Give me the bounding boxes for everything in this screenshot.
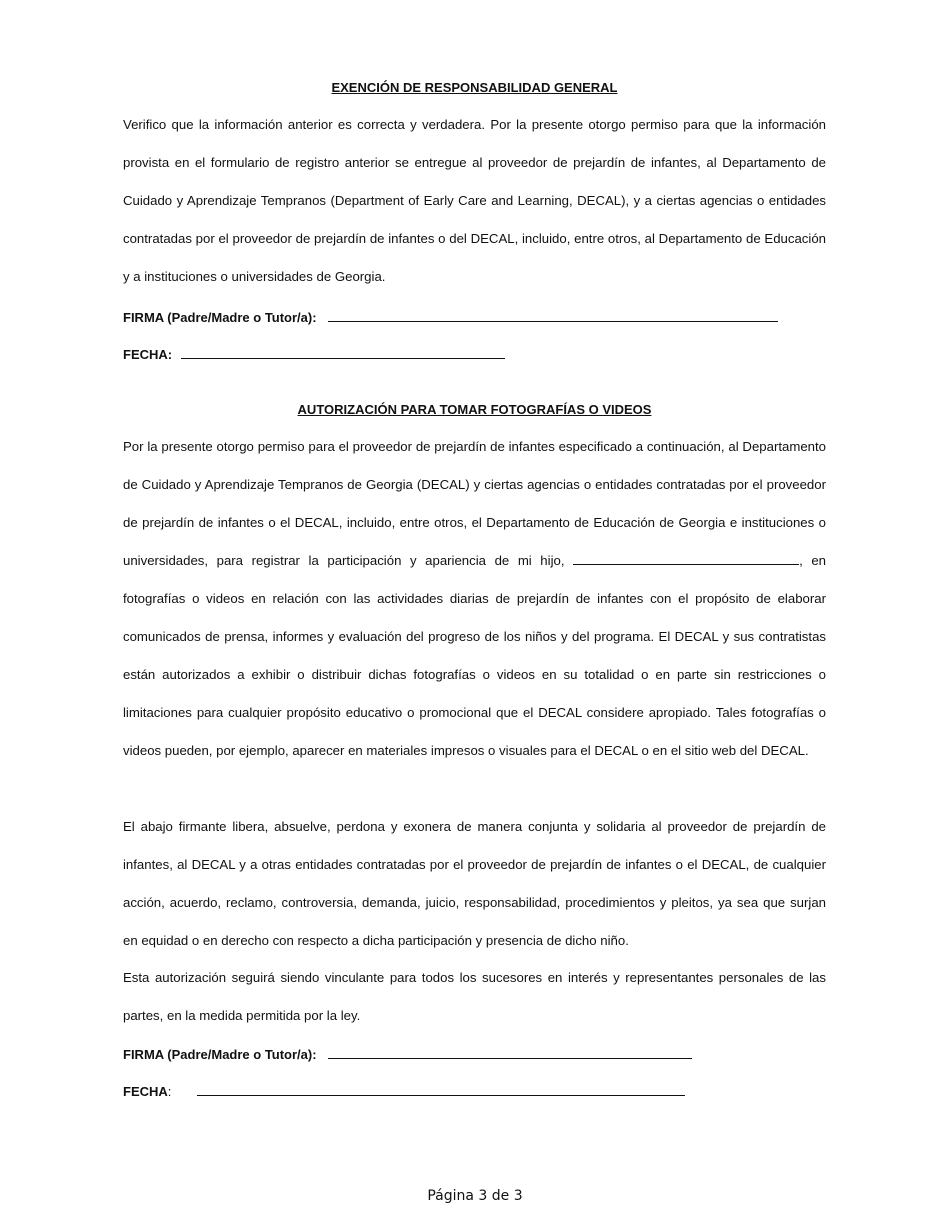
- photo-authorization-title: AUTORIZACIÓN PARA TOMAR FOTOGRAFÍAS O VIDEOS: [297, 402, 652, 417]
- signature-field-1: [123, 307, 778, 327]
- page-number: Página 3 de 3: [427, 1188, 523, 1204]
- photo-paragraph-part-2: , en fotografías o videos en relación con las actividades diarias de prejardín de infantes con el propósito de elaborar comunicados de prensa, informes y evaluación del progreso de los niños y del programa. El DECAL y sus contratistas están autorizados a exhibir o distribuir dichas fotografías o videos en su totalidad o en parte sin restricciones o limitaciones para cualquier propósito educativo o promocional que el DECAL considere apropiado. Tales fotografías o videos pueden, por ejemplo, aparecer en materiales impresos o visuales para el DECAL o en el sitio web del DECAL.: [123, 553, 827, 758]
- date-field-1: [123, 344, 505, 364]
- date-colon-2: :: [167, 1084, 172, 1099]
- signature-line-1[interactable]: [328, 307, 778, 322]
- signature-line-2[interactable]: [328, 1044, 692, 1059]
- date-field-2: [123, 1083, 685, 1101]
- signature-label-1: FIRMA (Padre/Madre o Tutor/a):: [123, 310, 317, 325]
- general-waiver-paragraph: Verifico que la información anterior es correcta y verdadera. Por la presente otorgo permiso para que la información provista en el formulario de registro anterior se entregue al proveedor de prejardín de infantes, al Departamento de Cuidado y Aprendizaje Tempranos (Department of Early Care and Learning, DECAL), y a ciertas agencias o entidades contratadas por el proveedor de prejardín de infantes o del DECAL, incluido, entre otros, al Departamento de Educación y a instituciones o universidades de Georgia.: [123, 117, 826, 284]
- date-label-1: FECHA:: [123, 347, 173, 362]
- signature-field-2: [123, 1044, 692, 1064]
- photo-authorization-paragraph: [123, 428, 826, 770]
- date-line-1[interactable]: [181, 344, 505, 359]
- signature-label-2: FIRMA (Padre/Madre o Tutor/a):: [123, 1047, 317, 1062]
- general-waiver-title: EXENCIÓN DE RESPONSABILIDAD GENERAL: [331, 80, 618, 95]
- date-line-2[interactable]: [197, 1085, 685, 1096]
- child-name-line[interactable]: [573, 551, 799, 565]
- release-paragraph: El abajo firmante libera, absuelve, perdona y exonera de manera conjunta y solidaria al proveedor de prejardín de infantes, al DECAL y a otras entidades contratadas por el proveedor de prejardín de infantes o el DECAL, de cualquier acción, acuerdo, reclamo, controversia, demanda, juicio, responsabilidad, procedimientos y pleitos, ya sea que surjan en equidad o en derecho con respecto a dicha participación y presencia de dicho niño.: [123, 819, 826, 948]
- photo-paragraph-part-1: Por la presente otorgo permiso para el proveedor de prejardín de infantes especificado a continuación, al Departamento de Cuidado y Aprendizaje Tempranos de Georgia (DECAL) y ciertas agencias o entidades contratadas por el proveedor de prejardín de infantes o el DECAL, incluido, entre otros, el Departamento de Educación de Georgia e instituciones o universidades, para registrar la participación y apariencia de mi hijo,: [123, 439, 826, 568]
- date-label-2: FECHA: [123, 1084, 168, 1099]
- binding-paragraph: Esta autorización seguirá siendo vinculante para todos los sucesores en interés y representantes personales de las partes, en la medida permitida por la ley.: [123, 970, 826, 1023]
